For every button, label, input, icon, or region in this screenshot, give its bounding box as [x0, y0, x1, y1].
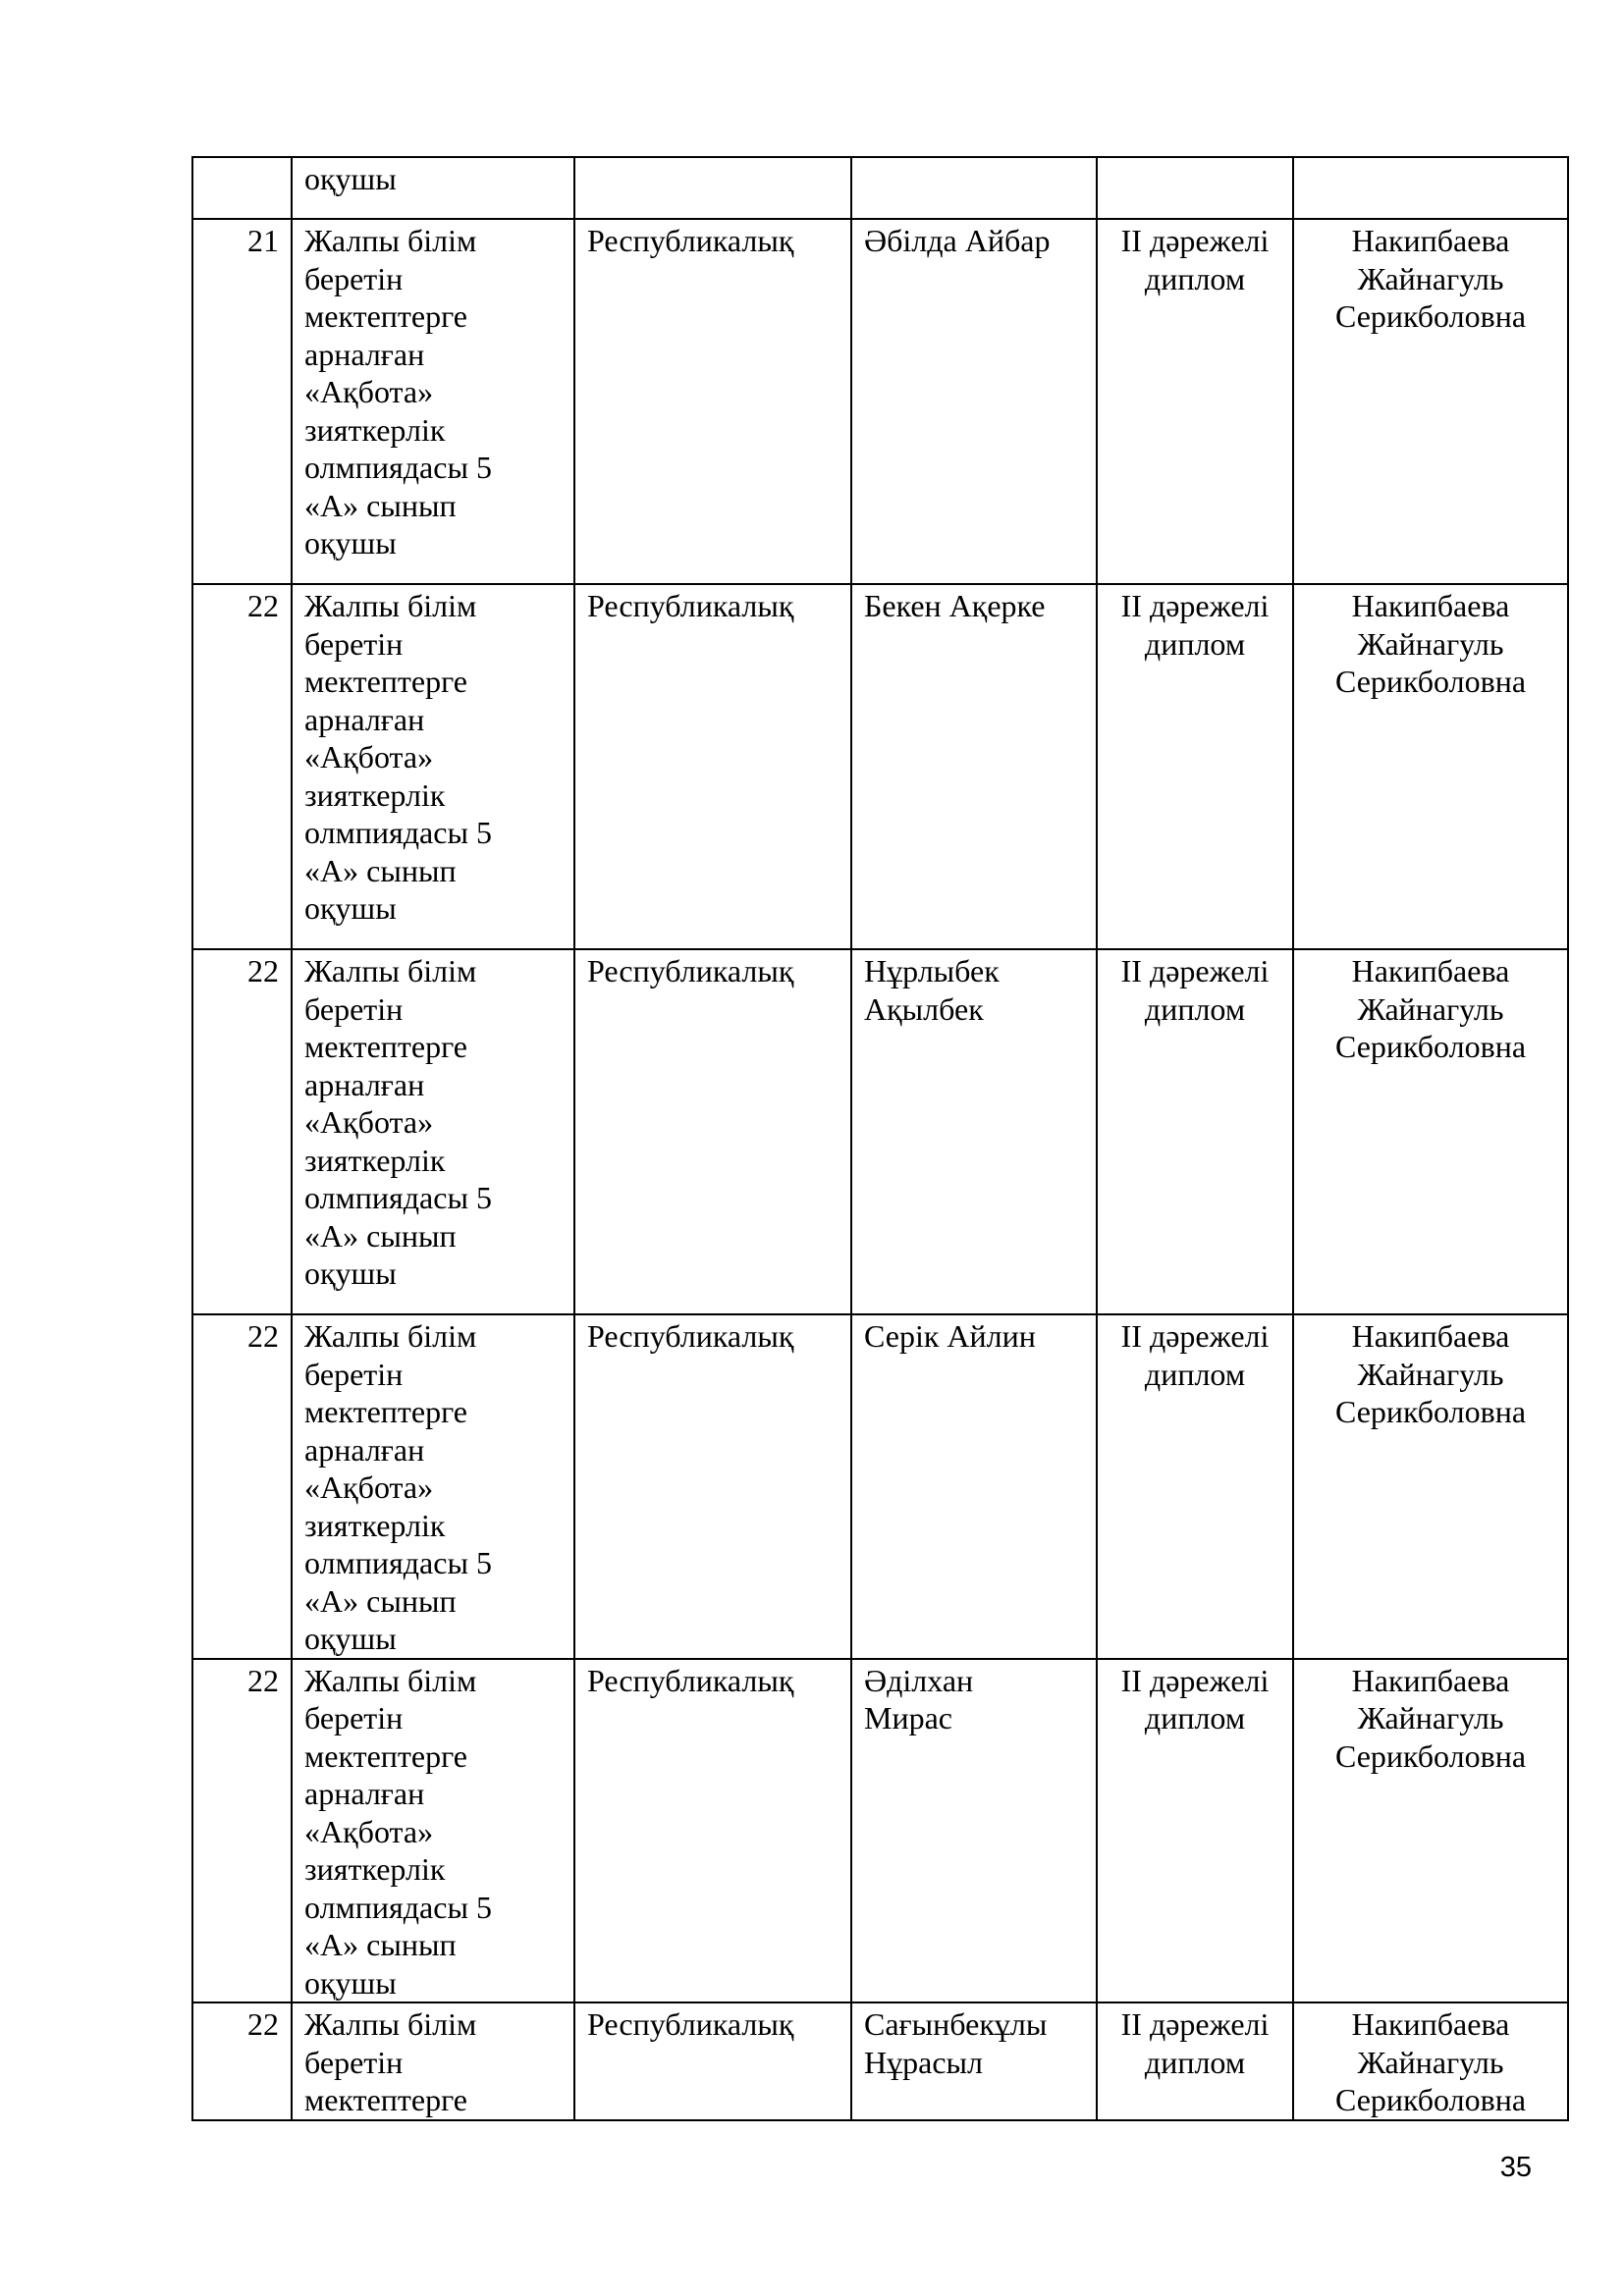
- student-cell: Серік Айлин: [851, 1314, 1097, 1659]
- row-number: 22: [192, 949, 292, 1314]
- row-number: 22: [192, 2002, 292, 2120]
- event-cell: Жалпы білім беретін мектептерге арналған «Ақбота» зияткерлік олмпиядасы 5 «А» сынып оқушы: [292, 219, 574, 584]
- result-cell: ІІ дәрежелі диплом: [1097, 1659, 1293, 2003]
- level-cell: Республикалық: [574, 584, 851, 949]
- result-cell: ІІ дәрежелі диплом: [1097, 1314, 1293, 1659]
- row-number: 22: [192, 584, 292, 949]
- event-cell: Жалпы білім беретін мектептерге арналған «Ақбота» зияткерлік олмпиядасы 5 «А» сынып оқушы: [292, 949, 574, 1314]
- event-cell: Жалпы білім беретін мектептерге арналған «Ақбота» зияткерлік олмпиядасы 5 «А» сынып оқушы: [292, 1659, 574, 2003]
- teacher-cell: Накипбаева Жайнагуль Серикболовна: [1293, 219, 1568, 584]
- teacher-cell: Накипбаева Жайнагуль Серикболовна: [1293, 949, 1568, 1314]
- awards-table: [191, 156, 1569, 2121]
- teacher-cell: Накипбаева Жайнагуль Серикболовна: [1293, 2002, 1568, 2120]
- teacher-cell: [1293, 157, 1568, 219]
- row-number: [192, 157, 292, 219]
- level-cell: Республикалық: [574, 1314, 851, 1659]
- level-cell: Республикалық: [574, 2002, 851, 2120]
- teacher-cell: Накипбаева Жайнагуль Серикболовна: [1293, 1314, 1568, 1659]
- event-cell: Жалпы білім беретін мектептерге арналған «Ақбота» зияткерлік олмпиядасы 5 «А» сынып оқушы: [292, 1314, 574, 1659]
- table-row: [192, 1314, 1568, 1659]
- event-cell: Жалпы білім беретін мектептерге: [292, 2002, 574, 2120]
- table-row: [192, 2002, 1568, 2120]
- level-cell: Республикалық: [574, 1659, 851, 2003]
- student-cell: [851, 157, 1097, 219]
- student-cell: Нұрлыбек Ақылбек: [851, 949, 1097, 1314]
- page-number: 35: [1499, 2152, 1532, 2183]
- student-cell: Әбілда Айбар: [851, 219, 1097, 584]
- table-row: [192, 1659, 1568, 2003]
- result-cell: [1097, 157, 1293, 219]
- table-row: [192, 584, 1568, 949]
- level-cell: [574, 157, 851, 219]
- teacher-cell: Накипбаева Жайнагуль Серикболовна: [1293, 584, 1568, 949]
- row-number: 22: [192, 1659, 292, 2003]
- event-cell: оқушы: [292, 157, 574, 219]
- level-cell: Республикалық: [574, 949, 851, 1314]
- student-cell: Бекен Ақерке: [851, 584, 1097, 949]
- row-number: 21: [192, 219, 292, 584]
- result-cell: ІІ дәрежелі диплом: [1097, 219, 1293, 584]
- level-cell: Республикалық: [574, 219, 851, 584]
- row-number: 22: [192, 1314, 292, 1659]
- table-row: [192, 219, 1568, 584]
- table-row: [192, 157, 1568, 219]
- result-cell: ІІ дәрежелі диплом: [1097, 949, 1293, 1314]
- teacher-cell: Накипбаева Жайнагуль Серикболовна: [1293, 1659, 1568, 2003]
- result-cell: ІІ дәрежелі диплом: [1097, 2002, 1293, 2120]
- event-cell: Жалпы білім беретін мектептерге арналған «Ақбота» зияткерлік олмпиядасы 5 «А» сынып оқушы: [292, 584, 574, 949]
- result-cell: ІІ дәрежелі диплом: [1097, 584, 1293, 949]
- student-cell: Сағынбекұлы Нұрасыл: [851, 2002, 1097, 2120]
- table-row: [192, 949, 1568, 1314]
- student-cell: Әділхан Мирас: [851, 1659, 1097, 2003]
